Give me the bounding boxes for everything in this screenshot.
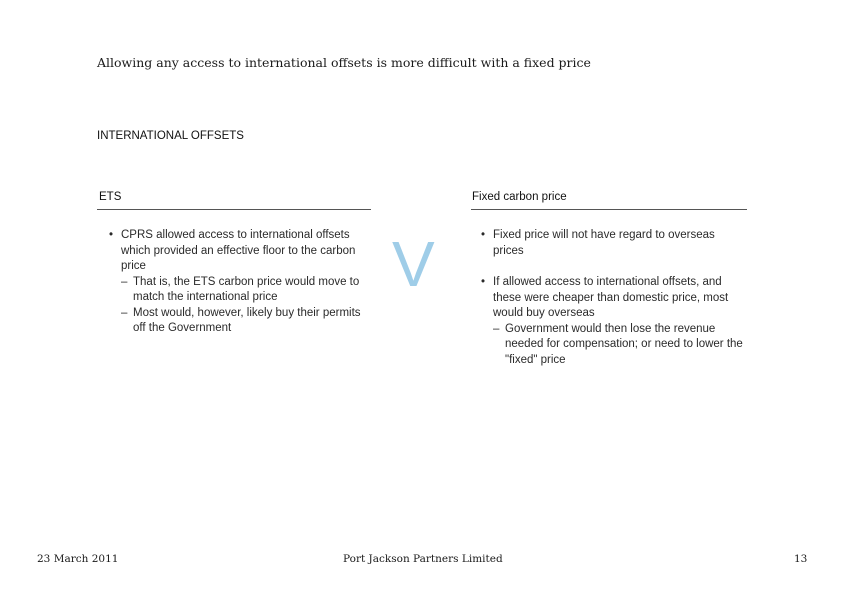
footer-company: Port Jackson Partners Limited [343, 553, 503, 565]
ets-bullet-list [109, 228, 371, 337]
footer-date: 23 March 2011 [37, 553, 119, 565]
ets-column-heading: ETS [99, 191, 122, 203]
ets-bullet-1-text: CPRS allowed access to international offsets which provided an effective floor to the carbon price [121, 229, 356, 272]
fixed-price-bullet-list [481, 228, 743, 368]
ets-bullet-1-sub-1: – That is, the ETS carbon price would move to match the international price [121, 275, 371, 306]
fixed-price-bullet-2-sub-1: – Government would then lose the revenue needed for compensation; or need to lower the "fixed" price [493, 322, 743, 369]
fixed-price-bullet-1 [481, 228, 743, 259]
page-number: 13 [794, 553, 808, 565]
ets-bullet-1-sub-2: – Most would, however, likely buy their permits off the Government [121, 306, 371, 337]
fixed-price-column-rule [471, 209, 747, 210]
fixed-price-bullet-2-text: If allowed access to international offsets, and these were cheaper than domestic price, most would buy overseas [493, 276, 729, 319]
fixed-price-bullet-2 [481, 275, 743, 368]
fixed-price-bullet-1-text: Fixed price will not have regard to overseas prices [493, 229, 715, 257]
versus-mark: V [392, 228, 435, 300]
ets-column-rule [97, 209, 371, 210]
fixed-price-column-heading: Fixed carbon price [472, 191, 567, 203]
section-title: INTERNATIONAL OFFSETS [97, 130, 244, 142]
slide-title: Allowing any access to international offsets is more difficult with a fixed price [97, 55, 591, 70]
ets-bullet-1 [109, 228, 371, 337]
